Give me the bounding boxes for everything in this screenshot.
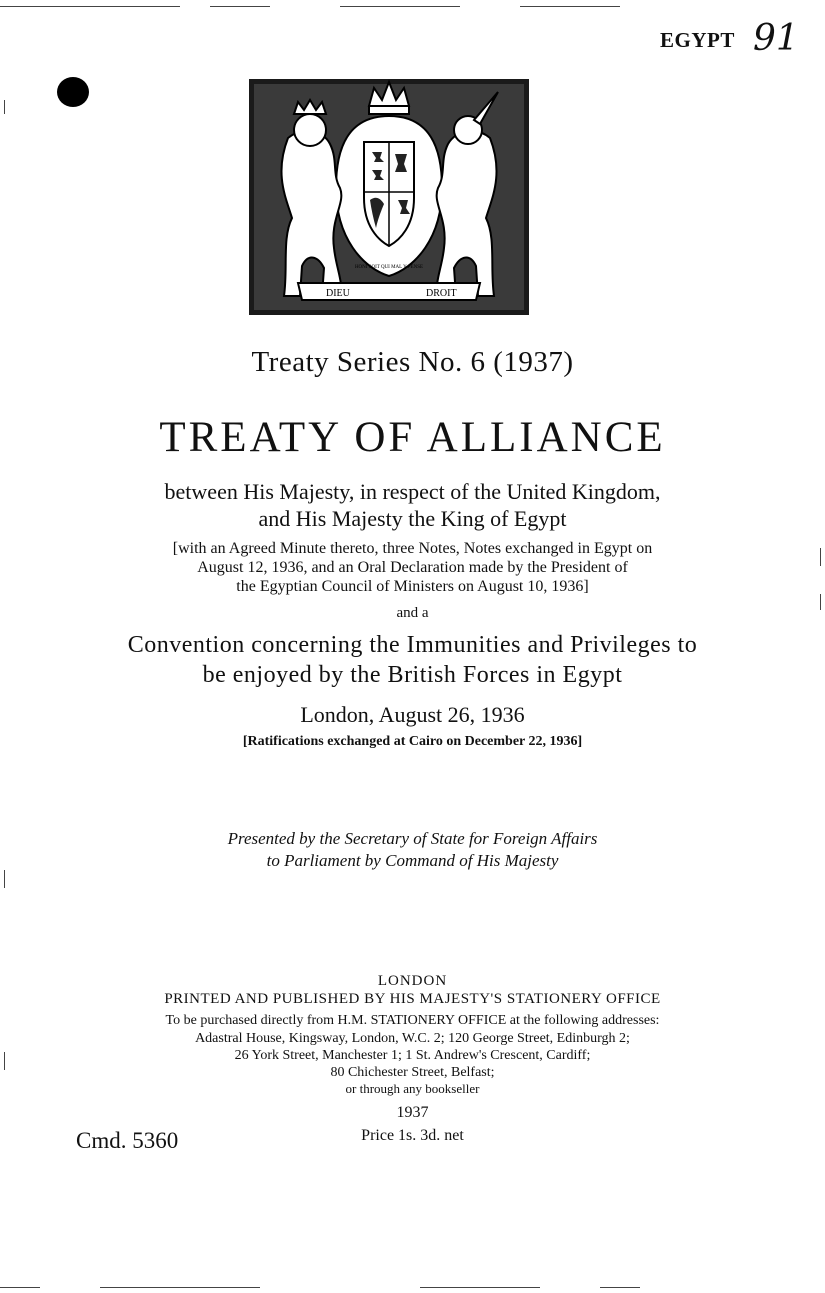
bracket-note-line-2: August 12, 1936, and an Oral Declaration made by the President of	[197, 559, 628, 576]
imprint-line-2: Adastral House, Kingsway, London, W.C. 2; 120 George Street, Edinburgh 2;	[195, 1031, 630, 1046]
command-paper-number: Cmd. 5360	[76, 1128, 179, 1153]
motto-left-text: DIEU	[326, 288, 350, 299]
parties-line-2: and His Majesty the King of Egypt	[258, 506, 567, 531]
royal-coat-of-arms	[248, 78, 530, 316]
price-text: Price 1s. 3d. net	[361, 1127, 464, 1144]
place-and-date: London, August 26, 1936	[300, 702, 525, 727]
imprint-line-3: 26 York Street, Manchester 1; 1 St. Andrew's Crescent, Cardiff;	[234, 1048, 591, 1063]
motto-right-text: DROIT	[426, 288, 457, 299]
imprint-line-5: or through any bookseller	[345, 1081, 480, 1096]
convention-line-2: be enjoyed by the British Forces in Egypt	[202, 662, 623, 688]
ratifications-note: [Ratifications exchanged at Cairo on December 22, 1936]	[242, 734, 583, 749]
treaty-series-number: Treaty Series No. 6 (1937)	[251, 346, 574, 378]
scan-edge-line	[0, 6, 180, 7]
handwritten-number: 91	[753, 18, 799, 59]
scan-edge-line	[100, 1287, 260, 1288]
imprint-publisher: PRINTED AND PUBLISHED BY HIS MAJESTY'S STATIONERY OFFICE	[164, 991, 661, 1007]
scan-edge-line	[420, 1287, 540, 1288]
punch-hole	[57, 77, 89, 107]
imprint-line-4: 80 Chichester Street, Belfast;	[330, 1065, 495, 1080]
presented-line-2: to Parliament by Command of His Majesty	[266, 851, 559, 870]
scan-edge-line	[4, 870, 5, 888]
imprint-line-1: To be purchased directly from H.M. STATIONERY OFFICE at the following addresses:	[165, 1013, 660, 1028]
scan-edge-line	[600, 1287, 640, 1288]
scan-edge-line	[210, 6, 270, 7]
document-title: TREATY OF ALLIANCE	[159, 414, 666, 461]
scan-edge-line	[520, 6, 620, 7]
country-tag: EGYPT	[660, 28, 735, 52]
convention-line-1: Convention concerning the Immunities and Privileges to	[127, 632, 698, 658]
bracket-note-line-3: the Egyptian Council of Ministers on August 10, 1936]	[236, 578, 589, 595]
garter-motto-text: HONI SOIT QUI MAL Y PENSE	[354, 265, 424, 270]
presented-line-1: Presented by the Secretary of State for Foreign Affairs	[227, 829, 598, 848]
scan-edge-line	[4, 100, 5, 114]
scan-edge-line	[340, 6, 460, 7]
and-a-text: and a	[396, 605, 429, 621]
parties-line-1: between His Majesty, in respect of the United Kingdom,	[164, 479, 661, 504]
scan-edge-line	[0, 1287, 40, 1288]
bracket-note-line-1: [with an Agreed Minute thereto, three Notes, Notes exchanged in Egypt on	[172, 540, 653, 557]
imprint-city: LONDON	[377, 973, 448, 989]
imprint-year: 1937	[396, 1104, 429, 1121]
